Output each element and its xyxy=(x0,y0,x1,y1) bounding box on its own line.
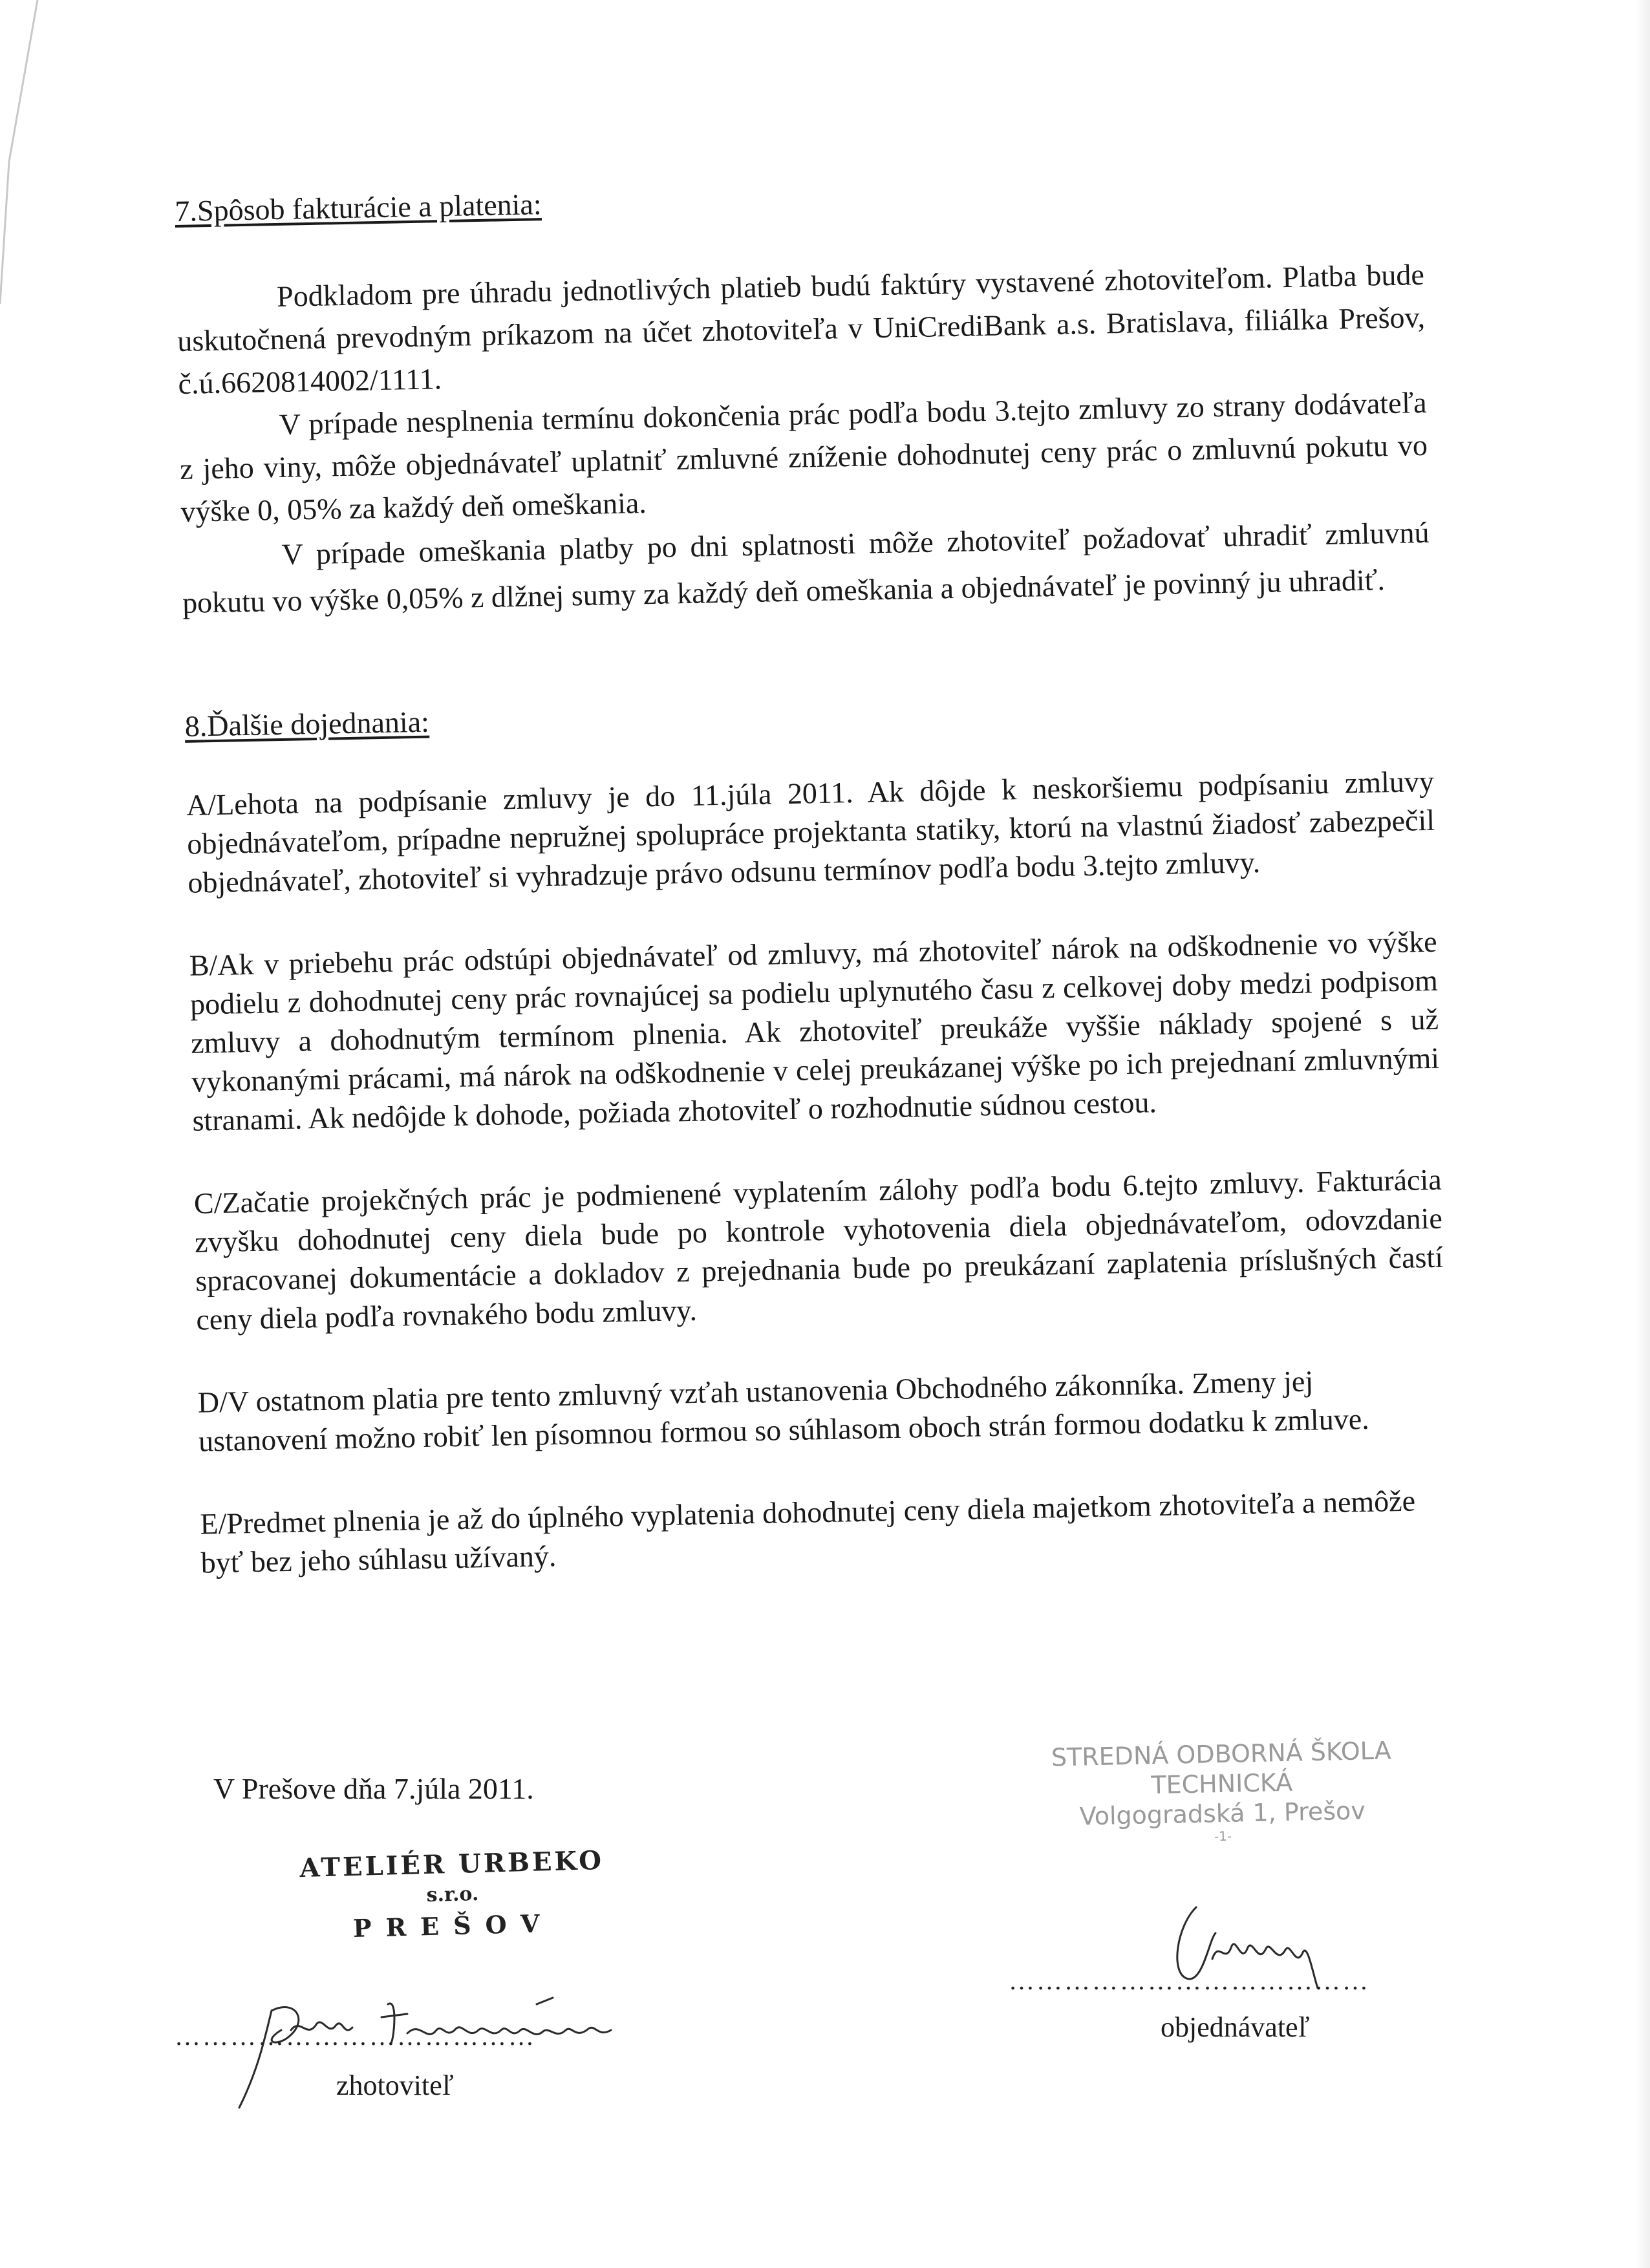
clause-a: A/Lehota na podpísanie zmluvy je do 11.júla 2011. Ak dôjde k neskoršiemu podpísaniu zmluvy objednávateľom, prípadne nepružnej spolupráce projektanta statiky, ktorú na vlastnú žiadosť zabezpečil objednávateľ, zhotoviteľ si vyhradzuje právo odsunu termínov podľa bodu 3.tejto zmluvy. xyxy=(186,764,1435,899)
company-stamp-form: s.r.o. xyxy=(426,1882,479,1907)
contractor-signature-line: ………………………………… xyxy=(175,2022,536,2051)
client-signature-line: ………………………………… xyxy=(1009,1966,1370,1995)
school-stamp-line-2: TECHNICKÁ xyxy=(1150,1768,1293,1800)
section-7-heading: 7.Spôsob fakturácie a platenia: xyxy=(175,187,542,228)
scan-right-edge xyxy=(1636,0,1650,2268)
school-stamp xyxy=(1020,1735,1423,1848)
clause-c: C/Začatie projekčných prác je podmienené vyplatením zálohy podľa bodu 6.tejto zmluvy. Fakturácia zvyšku dohodnutej ceny diela bude po kontrole vyhotovenia diela objednávateľom, odovzdanie spracovanej dokumentácie a dokladov z prejednania bude po preukázaní zaplatenia príslušných častí ceny diela podľa rovnakého bodu zmluvy. xyxy=(193,1162,1444,1336)
company-stamp xyxy=(283,1845,622,1945)
contractor-role-label: zhotoviteľ xyxy=(336,2070,454,2101)
section-8-heading: 8.Ďalšie dojednania: xyxy=(184,705,430,743)
document-body xyxy=(175,170,1450,1627)
clause-b: B/Ak v priebehu prác odstúpi objednávateľ od zmluvy, má zhotoviteľ nárok na odškodnenie vo výške podielu z dohodnutej ceny prác rovnajúcej sa podielu uplynutého času z celkovej doby medzi podpisom zmluvy a dohodnutým termínom plnenia. Ak zhotoviteľ preukáže vyššie náklady spojené s už vykonanými prácami, má nárok na odškodnenie v celej preukázanej výške po ich prejednaní zmluvnými stranami. Ak nedôjde k dohode, požiada zhotoviteľ o rozhodnutie súdnou cestou. xyxy=(189,925,1440,1137)
section-7-paragraph-3: V prípade omeškania platby po dni splatnosti môže zhotoviteľ požadovať uhradiť zmluvnú pokutu vo výške 0,05% z dlžnej sumy za každý deň omeškania a objednávateľ je povinný ju uhradiť. xyxy=(182,515,1430,619)
place-and-date: V Prešove dňa 7.júla 2011. xyxy=(213,1772,534,1805)
company-stamp-name: ATELIÉR URBEKO xyxy=(299,1845,605,1884)
school-stamp-line-3: Volgogradská 1, Prešov xyxy=(1079,1796,1366,1831)
company-stamp-city: PREŠOV xyxy=(352,1908,555,1943)
section-7-paragraph-1: Podkladom pre úhradu jednotlivých platieb budú faktúry vystavené zhotoviteľom. Platba bude uskutočnená prevodným príkazom na účet zhotoviteľa v UniCrediBank a.s. Bratislava, filiálka Prešov, č.ú.6620814002/1111. xyxy=(177,257,1426,400)
contractor-signature-block xyxy=(175,2017,666,2159)
client-signature-block xyxy=(1009,1901,1448,2082)
section-7-paragraph-2: V prípade nesplnenia termínu dokončenia prác podľa bodu 3.tejto zmluvy zo strany dodávateľa z jeho viny, môže objednávateľ uplatniť zmluvné zníženie dohodnutej ceny prác o zmluvnú pokutu vo výške 0, 05% za každý deň omeškania. xyxy=(179,385,1428,528)
school-stamp-line-1: STREDNÁ ODBORNÁ ŠKOLA xyxy=(1051,1736,1392,1772)
school-stamp-line-4: -1- xyxy=(1214,1828,1232,1845)
client-role-label: objednávateľ xyxy=(1161,2011,1310,2043)
scan-edge-shadow xyxy=(0,0,39,336)
clause-d: D/V ostatnom platia pre tento zmluvný vzťah ustanovenia Obchodného zákonníka. Zmeny jej ustanovení možno robiť len písomnou formou so súhlasom oboch strán formou dodatku k zmluve. xyxy=(197,1364,1370,1458)
clause-e: E/Predmet plnenia je až do úplného vyplatenia dohodnutej ceny diela majetkom zhotoviteľa a nemôže byť bez jeho súhlasu užívaný. xyxy=(200,1484,1416,1579)
